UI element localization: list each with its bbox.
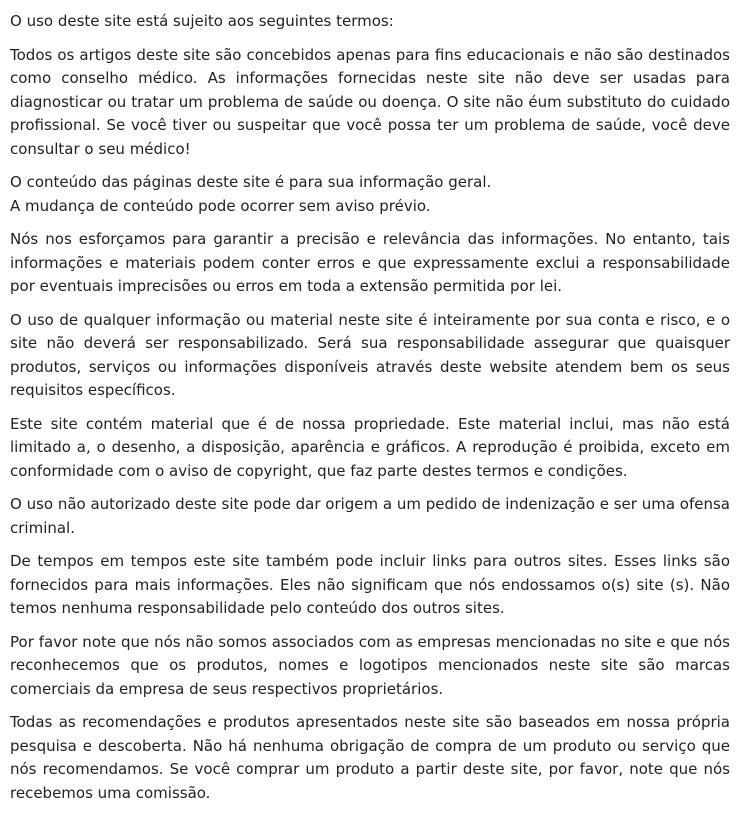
terms-intro: O uso deste site está sujeito aos seguintes termos: — [10, 12, 394, 30]
terms-paragraph-medical-disclaimer: Todos os artigos deste site são concebidos apenas para fins educacionais e não são destinados como conselho médico. As informações fornecidas neste site não deve ser usadas para diagnosticar ou tratar um problema de saúde ou doença. O site não éum substituto do cuidado profissional. Se você tiver ou suspeitar que você possa ter um problema de saúde, você deve consultar o seu médico! — [10, 45, 730, 158]
terms-paragraph-own-risk: O uso de qualquer informação ou material neste site é inteiramente por sua conta e risco, e o site não deverá ser responsabilizado. Será sua responsabilidade assegurar que quaisquer produtos, serviços ou informações disponíveis através deste website atendem bem os seus requisitos específicos. — [10, 310, 730, 399]
terms-paragraph-general-info — [10, 171, 730, 218]
terms-paragraph-external-links: De tempos em tempos este site também pode incluir links para outros sites. Esses links são fornecidos para mais informações. Eles não significam que nós endossamos o(s) site (s). Não temos nenhuma responsabilidade pelo conteúdo dos outros sites. — [10, 552, 730, 617]
terms-paragraph-trademarks: Por favor note que nós não somos associados com as empresas mencionadas no site e que nós reconhecemos que os produtos, nomes e logotipos mencionados neste site são marcas comerciais da empresa de seus respectivos proprietários. — [10, 632, 730, 698]
terms-paragraph-unauthorized-use: O uso não autorizado deste site pode dar origem a um pedido de indenização e ser uma ofensa criminal. — [10, 495, 730, 537]
terms-paragraph-accuracy: Nós nos esforçamos para garantir a precisão e relevância das informações. No entanto, tais informações e materiais podem conter erros e que expressamente exclui a responsabilidade por eventuais imprecisões ou erros em toda a extensão permitida por lei. — [10, 230, 730, 295]
terms-line-content-change: A mudança de conteúdo pode ocorrer sem aviso prévio. — [10, 196, 431, 215]
terms-line-general-info: O conteúdo das páginas deste site é para sua informação geral. — [10, 173, 492, 191]
terms-paragraph-copyright: Este site contém material que é de nossa propriedade. Este material inclui, mas não está limitado a, o desenho, a disposição, aparência e gráficos. A reprodução é proibida, exceto em conformidade com o aviso de copyright, que faz parte destes termos e condições. — [10, 414, 730, 480]
terms-paragraph-recommendations: Todas as recomendações e produtos apresentados neste site são baseados em nossa própria pesquisa e descoberta. Não há nenhuma obrigação de compra de um produto ou serviço que nós recomendamos. Se você comprar um produto a partir deste site, por favor, note que nós recebemos uma comissão. — [10, 713, 730, 802]
